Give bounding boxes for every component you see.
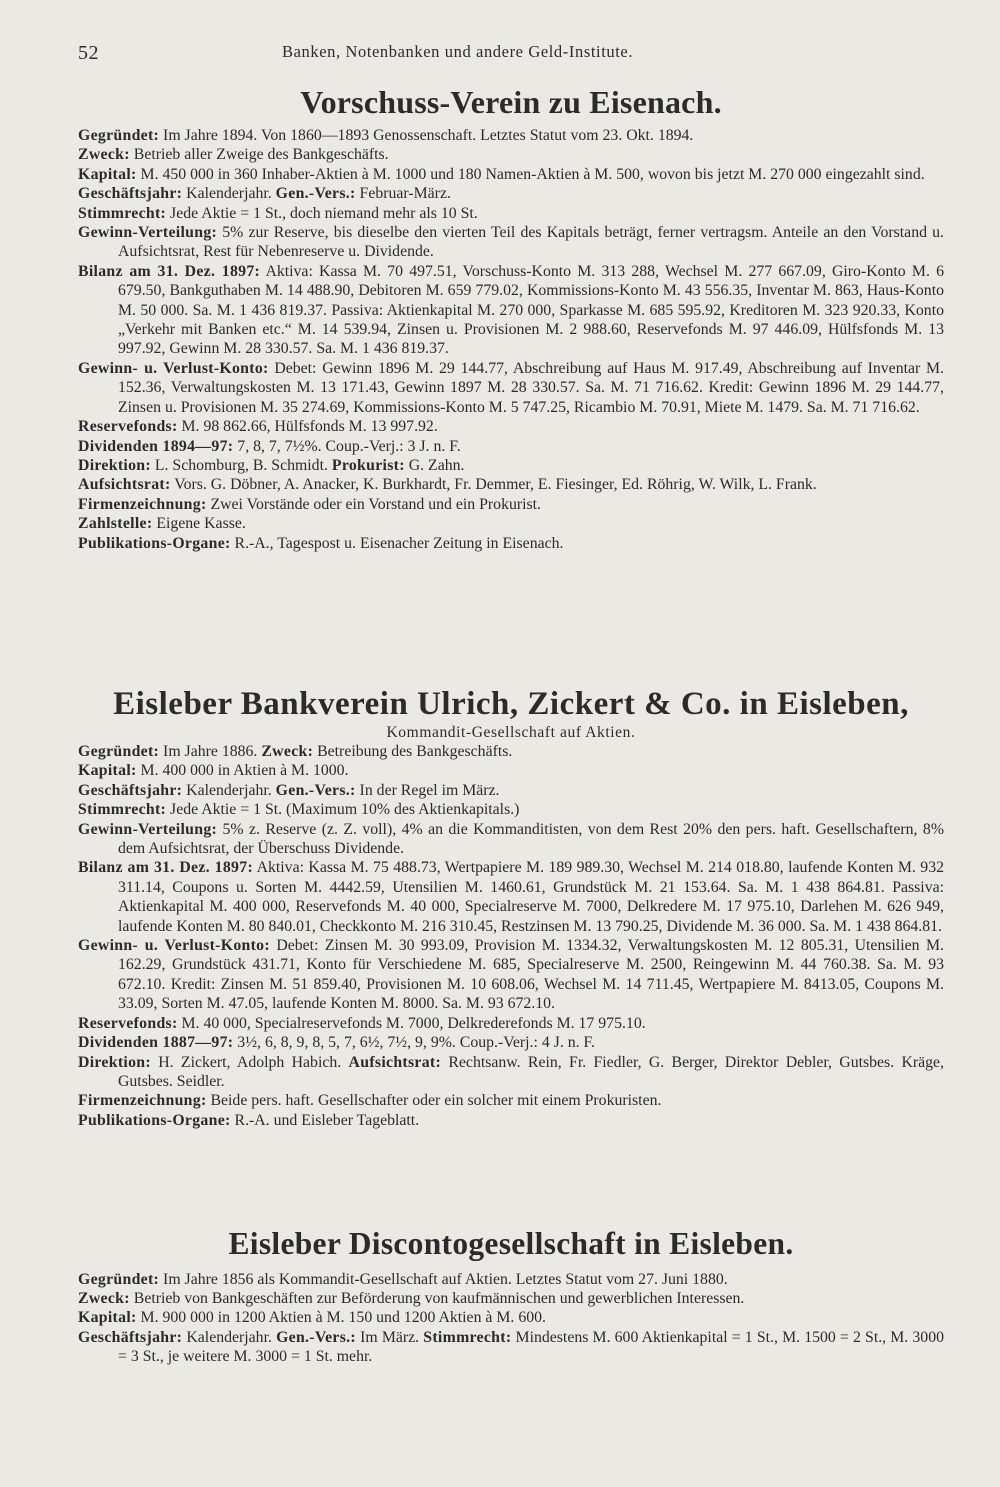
field-text: Betreibung des Bankgeschäfts. [313,743,513,760]
field-text: H. Zickert, Adolph Habich. [150,1053,342,1071]
field-text: M. 400 000 in Aktien à M. 1000. [136,762,349,780]
field-text: Rechtsanw. Rein, Fr. Fiedler, G. Berger, Direktor Debler, Gutsbes. Kräge, Gutsbes. Seidler. [118,1053,945,1090]
field-text: M. 450 000 in 360 Inhaber-Aktien à M. 1000 und 180 Namen-Aktien à M. 500, wovon bis jetzt M. 270 000 eingezahlt sind. [136,165,925,183]
field-label: Direktion: [78,456,151,474]
field-label: Geschäftsjahr: [78,185,183,203]
field-text: Aktiva: Kassa M. 75 488.73, Wertpapiere M. 189 989.30, Wechsel M. 214 018.80, laufende Konten M. 932 311.14, Coupons u. Sorten M. 4442.59, Utensilien M. 1460.61, Grundstück M. 21 153.64. Sa. M. 1 438 864.81. Passiva: Aktienkapital M. 400 000, Reservefonds M. 40 000, Specialreserve M. 7000, Delkredere M. 17 975.10, Darlehen M. 626 949, laufende Konten M. 80 840.01, Checkkonto M. 216 310.45, Restzinsen M. 13 790.25, Dividende M. 36 000. Sa. M. 1 438 864.81. [118,859,944,935]
field-text: 7, 8, 7, 7½%. Coup.-Verj.: 3 J. n. F. [233,437,461,455]
entry-paragraph [78,514,944,533]
field-text: Jede Aktie = 1 St. (Maximum 10% des Aktienkapitals.) [166,801,520,819]
page-number: 52 [78,42,99,64]
entry-paragraph [78,936,944,1014]
field-text: M. 98 862.66, Hülfsfonds M. 13 997.92. [177,418,438,436]
field-label: Bilanz am 31. Dez. 1897: [78,262,261,280]
field-text: R.-A., Tagespost u. Eisenacher Zeitung in Eisenach. [230,534,564,552]
field-label: Gen.-Vers.: [275,781,356,799]
entry-paragraph [78,223,944,262]
entry-paragraph [78,495,944,514]
entry-paragraph [78,165,944,184]
field-label: Gegründet: [78,1270,160,1288]
field-label: Reservefonds: [78,1014,178,1032]
entry-paragraph [78,742,944,761]
field-label: Stimmrecht: [78,204,167,222]
field-text: G. Zahn. [404,456,465,474]
field-text: M. 40 000, Specialreservefonds M. 7000, Delkrederefonds M. 17 975.10. [177,1014,646,1032]
field-text: Betrieb aller Zweige des Bankgeschäfts. [129,146,389,164]
field-label: Kapital: [78,165,137,183]
field-text: Jede Aktie = 1 St., doch niemand mehr als 10 St. [166,204,478,222]
field-text: Aktiva: Kassa M. 70 497.51, Vorschuss-Konto M. 313 288, Wechsel M. 277 667.09, Giro-Konto M. 6 679.50, Bankguthaben M. 14 488.90, Debitoren M. 659 779.02, Kommissions-Konto M. 43 556.35, Inventar M. 863, Haus-Konto M. 50 000. Sa. M. 1 436 819.37. Passiva: Aktienkapital M. 270 000, Sparkasse M. 685 595.92, Kreditoren M. 323 920.33, Konto „Verkehr mit Banken etc.“ M. 14 539.94, Zinsen u. Provisionen M. 2 988.60, Reservefonds M. 97 446.09, Hülfsfonds M. 13 997.92, Gewinn M. 28 330.57. Sa. M. 1 436 819.37. [118,262,945,358]
field-label: Gegründet: [78,743,160,760]
entry-paragraph [78,1328,944,1367]
entry-paragraph [78,820,944,859]
field-text: Im Jahre 1894. Von 1860—1893 Genossenschaft. Letztes Statut vom 23. Okt. 1894. [159,127,694,144]
field-label: Bilanz am 31. Dez. 1897: [78,859,254,877]
field-text: Zwei Vorstände oder ein Vorstand und ein Prokurist. [206,495,542,513]
entry-paragraph [78,800,944,819]
field-label: Gewinn- u. Verlust-Konto: [78,937,270,955]
entry-eisleber-discontogesellschaft [78,1228,944,1367]
field-label: Aufsichtsrat: [78,476,171,494]
entry-paragraph [78,475,944,494]
entry-paragraph [78,1091,944,1110]
field-text: In der Regel im März. [355,781,500,799]
entry-paragraph [78,145,944,164]
field-label: Stimmrecht: [423,1328,512,1346]
field-label: Prokurist: [331,456,405,474]
field-label: Publikations-Organe: [78,1111,231,1129]
entry-paragraph [78,1270,944,1289]
entry-paragraph [78,1033,944,1052]
field-label: Gen.-Vers.: [275,185,356,203]
entry-paragraph [78,781,944,800]
field-label: Firmenzeichnung: [78,1092,207,1110]
entry-paragraph [78,204,944,223]
field-text: Debet: Zinsen M. 30 993.09, Provision M. 1334.32, Verwaltungskosten M. 12 805.31, Utensilien M. 162.29, Grundstück 431.71, Konto für Verschiedene M. 685, Specialreserve M. 2500, Reingewinn M. 44 760.38. Sa. M. 93 672.10. Kredit: Zinsen M. 51 859.40, Provisionen M. 10 608.06, Wechsel M. 14 711.45, Wertpapiere M. 8413.05, Coupons M. 33.09, Sorten M. 47.05, laufende Konten M. 8000. Sa. M. 93 672.10. [118,937,944,1013]
field-text: Eigene Kasse. [152,515,246,533]
field-label: Zahlstelle: [78,515,153,533]
field-label: Gegründet: [78,127,160,144]
field-label: Aufsichtsrat: [348,1053,442,1071]
field-text: Debet: Gewinn 1896 M. 29 144.77, Abschreibung auf Haus M. 917.49, Abschreibung auf Inventar M. 152.36, Verwaltungskosten M. 13 171.43, Gewinn 1897 M. 28 330.57. Sa. M. 71 716.62. Kredit: Gewinn 1896 M. 29 144.77, Zinsen u. Provisionen M. 35 274.69, Kommissions-Konto M. 5 747.25, Ricambio M. 70.91, Miete M. 1479. Sa. M. 71 716.62. [118,359,944,416]
field-label: Geschäftsjahr: [78,781,183,799]
running-head [78,36,940,66]
field-label: Gewinn-Verteilung: [78,224,218,242]
field-text: L. Schomburg, B. Schmidt. [150,456,328,474]
entry-paragraph [78,1308,944,1327]
entry-paragraph [78,858,944,936]
field-label: Dividenden 1894—97: [78,437,234,455]
field-label: Zweck: [78,1289,130,1307]
field-text: Kalenderjahr. [182,185,272,203]
entry-paragraph [78,359,944,417]
field-label: Publikations-Organe: [78,534,231,552]
entry-paragraph [78,126,944,145]
field-text: Mindestens M. 600 Aktienkapital = 1 St., M. 1500 = 2 St., M. 3000 = 3 St., je weitere M. 3000 = 1 St. mehr. [118,1328,944,1366]
entry-paragraph [78,437,944,456]
entry-paragraph [78,456,944,475]
entry-eisleber-bankverein [78,688,944,1130]
field-text: Betrieb von Bankgeschäften zur Beförderung von kaufmännischen und gewerblichen Interessen. [129,1289,745,1307]
running-title: Banken, Notenbanken und andere Geld-Institute. [282,42,634,61]
field-label: Zweck: [261,743,314,760]
field-text: Kalenderjahr. [182,781,272,799]
field-text: Beide pers. haft. Gesellschafter oder ein solcher mit einem Prokuristen. [206,1092,662,1110]
entry-paragraph [78,262,944,359]
field-text: Im Jahre 1886. [159,743,258,760]
entry-paragraph [78,184,944,203]
field-text: M. 900 000 in 1200 Aktien à M. 150 und 1200 Aktien à M. 600. [136,1309,546,1327]
field-label: Gewinn-Verteilung: [78,820,218,838]
field-text: 3½, 6, 8, 9, 8, 5, 7, 6½, 7½, 9, 9%. Coup.-Verj.: 4 J. n. F. [233,1034,595,1052]
entry-title: Eisleber Bankverein Ulrich, Zickert & Co. in Eisleben, [113,686,909,722]
field-label: Stimmrecht: [78,801,167,819]
field-label: Geschäftsjahr: [78,1328,183,1346]
field-text: R.-A. und Eisleber Tageblatt. [230,1111,420,1129]
entry-paragraph [78,1289,944,1308]
field-text: 5% zur Reserve, bis dieselbe den vierten Teil des Kapitals beträgt, ferner vertragsm. Anteile an den Vorstand u. Aufsichtsrat, Rest für Nebenreserve u. Dividende. [118,224,944,261]
entry-title: Eisleber Discontogesellschaft in Eisleben. [228,1226,794,1261]
entry-paragraph [78,1053,944,1092]
entry-paragraph [78,417,944,436]
field-label: Kapital: [78,1309,137,1327]
field-text: 5% z. Reserve (z. Z. voll), 4% an die Kommanditisten, von dem Rest 20% den pers. haft. Gesellschaftern, 8% dem Aufsichtsrat, der Überschuss Dividende. [118,820,944,858]
entry-paragraph [78,1111,944,1130]
field-text: Im Jahre 1856 als Kommandit-Gesellschaft auf Aktien. Letztes Statut vom 27. Juni 1880. [159,1270,728,1288]
entry-paragraph [78,761,944,780]
field-label: Dividenden 1887—97: [78,1034,234,1052]
field-label: Direktion: [78,1053,151,1071]
field-label: Kapital: [78,762,137,780]
field-text: Kalenderjahr. [182,1328,272,1346]
field-label: Firmenzeichnung: [78,495,207,513]
field-text: Februar-März. [355,185,451,203]
field-label: Gewinn- u. Verlust-Konto: [78,359,269,377]
entry-subtitle: Kommandit-Gesellschaft auf Aktien. [386,724,636,741]
field-text: Im März. [356,1328,420,1346]
field-label: Reservefonds: [78,418,178,436]
field-label: Zweck: [78,146,130,164]
field-label: Gen.-Vers.: [276,1328,356,1346]
entry-title: Vorschuss-Verein zu Eisenach. [300,84,722,120]
field-text: Vors. G. Döbner, A. Anacker, K. Burkhardt, Fr. Demmer, E. Fiesinger, Ed. Röhrig, W. Wilk, L. Frank. [170,476,817,494]
entry-vorschuss-verein-eisenach [78,86,944,553]
entry-paragraph [78,534,944,553]
entry-paragraph [78,1014,944,1033]
